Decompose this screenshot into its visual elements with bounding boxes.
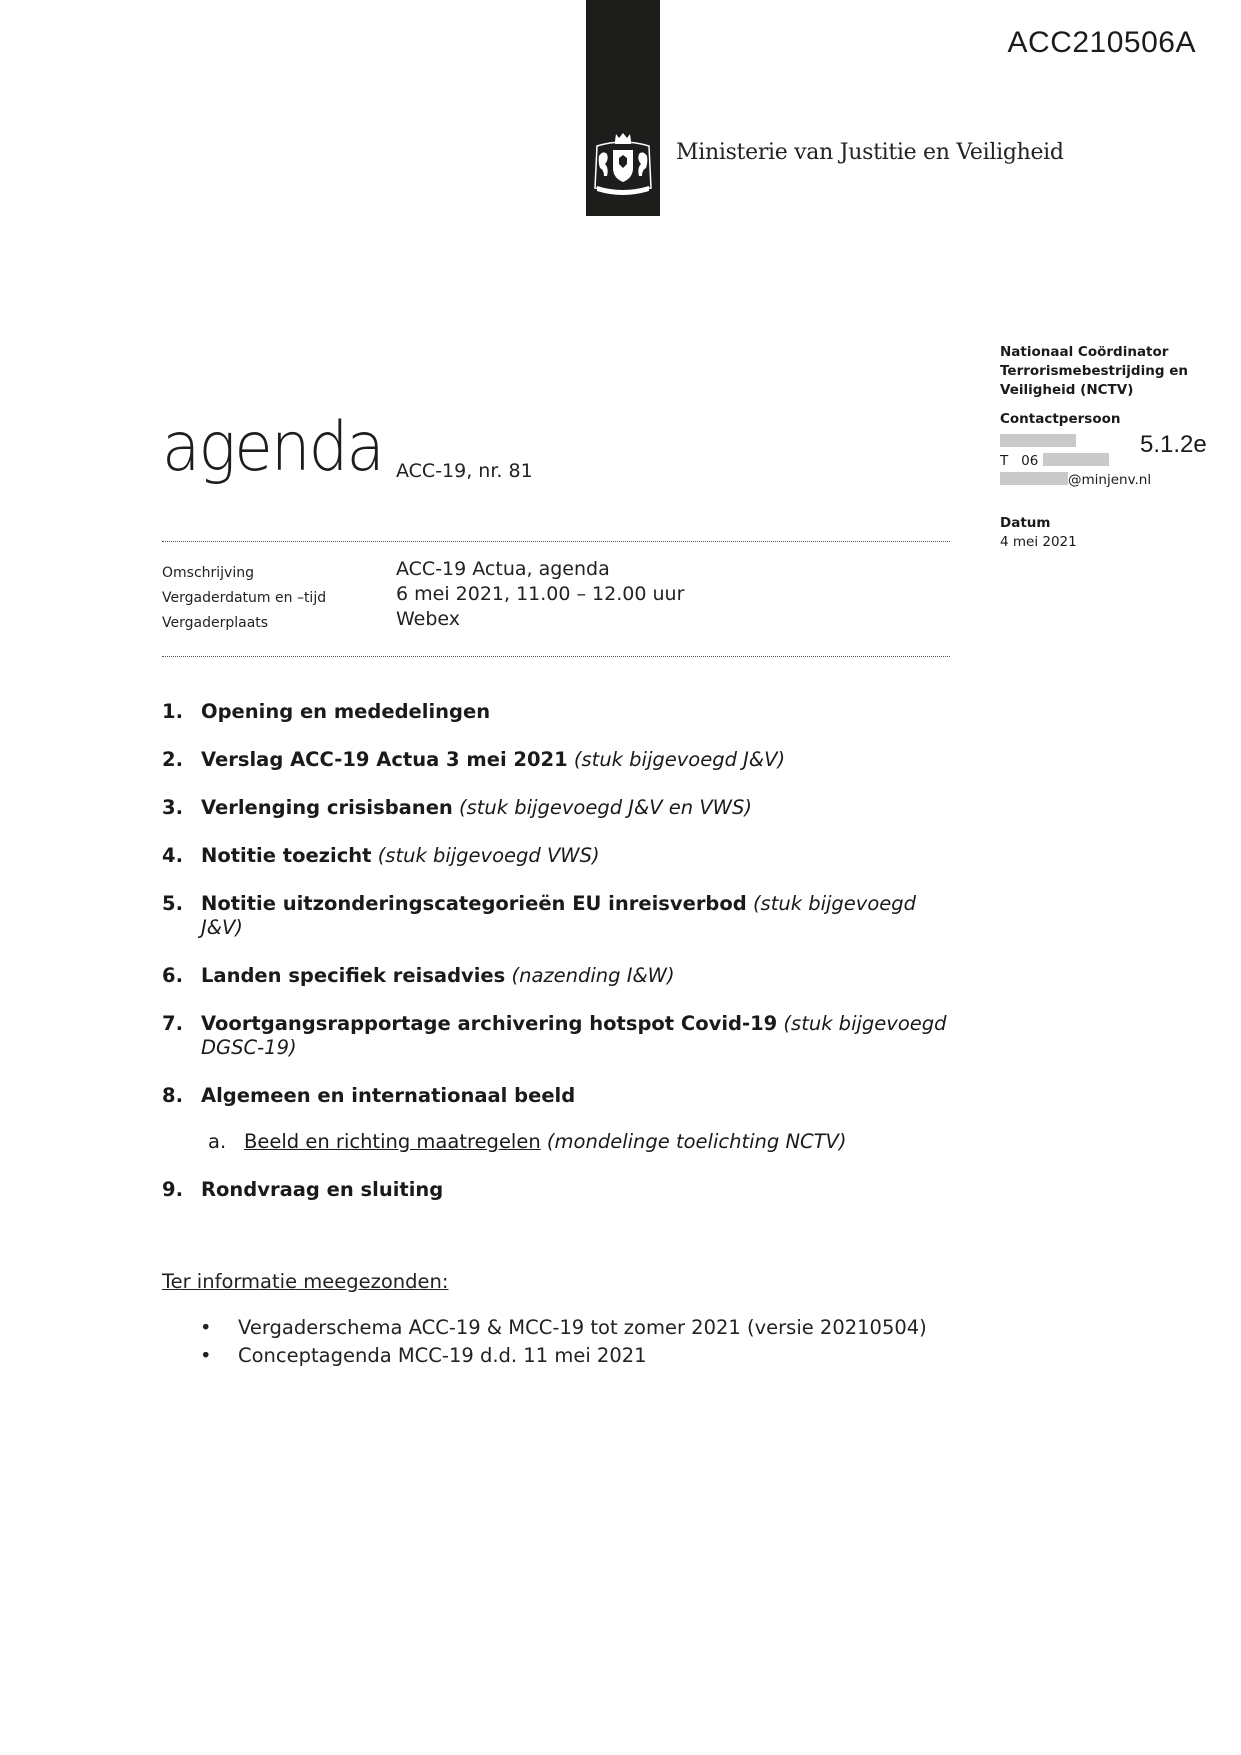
- agenda-item-number: 9.: [162, 1178, 183, 1201]
- meta-label-description: Omschrijving: [162, 565, 254, 581]
- meta-label-location: Vergaderplaats: [162, 615, 269, 631]
- logo-bar: [586, 0, 660, 216]
- divider-bottom: [162, 656, 950, 657]
- sidebar: [1000, 343, 1230, 552]
- agenda-item-title: Opening en mededelingen: [201, 700, 491, 723]
- agenda-item: [162, 892, 962, 940]
- org-line-2: Terrorismebestrijding en: [1000, 363, 1188, 379]
- redaction-block: [1000, 472, 1068, 485]
- redaction-block: [1043, 453, 1109, 466]
- bullet-icon: •: [200, 1344, 212, 1367]
- info-list-item: [200, 1314, 927, 1342]
- agenda-item: [162, 1012, 962, 1060]
- info-list: [200, 1314, 927, 1370]
- agenda-item-number: 8.: [162, 1084, 183, 1107]
- org-line-3: Veiligheid (NCTV): [1000, 382, 1134, 398]
- agenda-item-note: (stuk bijgevoegd DGSC-19): [201, 1012, 947, 1059]
- agenda-item-note: (stuk bijgevoegd J&V): [201, 892, 917, 939]
- redaction-code: 5.1.2e: [1140, 431, 1207, 458]
- info-item-text: Vergaderschema ACC-19 & MCC-19 tot zomer 2021 (versie 20210504): [238, 1316, 927, 1339]
- agenda-item: [162, 748, 962, 772]
- agenda-item-note: (stuk bijgevoegd VWS): [377, 844, 600, 867]
- phone-start: 06: [1021, 453, 1039, 469]
- agenda-item: [162, 1178, 962, 1202]
- agenda-item-number: 5.: [162, 892, 183, 915]
- org-line-1: Nationaal Coördinator: [1000, 344, 1169, 360]
- redaction-block: [1000, 434, 1076, 447]
- document-code: ACC210506A: [1007, 26, 1196, 59]
- date-value: 4 mei 2021: [1000, 534, 1077, 550]
- document-title: agenda: [162, 408, 384, 487]
- info-item-text: Conceptagenda MCC-19 d.d. 11 mei 2021: [238, 1344, 647, 1367]
- agenda-item-note: (stuk bijgevoegd J&V): [573, 748, 786, 771]
- contact-email: [1000, 471, 1230, 490]
- contact-heading: Contactpersoon: [1000, 411, 1121, 427]
- meta-value-datetime: 6 mei 2021, 11.00 – 12.00 uur: [396, 583, 685, 605]
- agenda-item-title: Algemeen en internationaal beeld: [201, 1084, 576, 1107]
- agenda-item: [162, 844, 962, 868]
- agenda-sub-item: [162, 1130, 962, 1154]
- agenda-item: [162, 1084, 962, 1108]
- email-suffix: @minjenv.nl: [1068, 472, 1152, 488]
- agenda-item: [162, 796, 962, 820]
- agenda-sub-item-note: (mondelinge toelichting NCTV): [546, 1130, 847, 1153]
- info-heading: Ter informatie meegezonden:: [162, 1270, 449, 1293]
- agenda-item-number: 7.: [162, 1012, 183, 1035]
- agenda-item-number: 6.: [162, 964, 183, 987]
- meta-value-description: ACC-19 Actua, agenda: [396, 558, 610, 580]
- agenda-item-number: 1.: [162, 700, 183, 723]
- agenda-item-number: 2.: [162, 748, 183, 771]
- royal-coat-of-arms-icon: [591, 130, 655, 198]
- agenda-item-title: Verlenging crisisbanen: [201, 796, 453, 819]
- divider-top: [162, 541, 950, 542]
- agenda-sub-item-title: Beeld en richting maatregelen: [244, 1130, 541, 1153]
- date-heading: Datum: [1000, 515, 1051, 531]
- agenda-list: [162, 700, 962, 1226]
- agenda-item-number: 3.: [162, 796, 183, 819]
- agenda-item-note: (stuk bijgevoegd J&V en VWS): [459, 796, 752, 819]
- agenda-item-title: Notitie toezicht: [201, 844, 372, 867]
- agenda-item: [162, 964, 962, 988]
- document-reference: ACC-19, nr. 81: [396, 460, 533, 482]
- bullet-icon: •: [200, 1316, 212, 1339]
- phone-prefix: T: [1000, 453, 1009, 469]
- agenda-item-title: Notitie uitzonderingscategorieën EU inreisverbod: [201, 892, 747, 915]
- ministry-name: Ministerie van Justitie en Veiligheid: [676, 140, 1064, 165]
- agenda-item-title: Rondvraag en sluiting: [201, 1178, 444, 1201]
- agenda-item-title: Voortgangsrapportage archivering hotspot Covid-19: [201, 1012, 778, 1035]
- agenda-sub-item-letter: a.: [208, 1130, 227, 1153]
- meta-label-datetime: Vergaderdatum en –tijd: [162, 590, 327, 606]
- agenda-item-title: Verslag ACC-19 Actua 3 mei 2021: [201, 748, 568, 771]
- meta-value-location: Webex: [396, 608, 461, 630]
- agenda-item-title: Landen specifiek reisadvies: [201, 964, 506, 987]
- agenda-item: [162, 700, 962, 724]
- info-list-item: [200, 1342, 927, 1370]
- agenda-item-number: 4.: [162, 844, 183, 867]
- agenda-item-note: (nazending I&W): [511, 964, 675, 987]
